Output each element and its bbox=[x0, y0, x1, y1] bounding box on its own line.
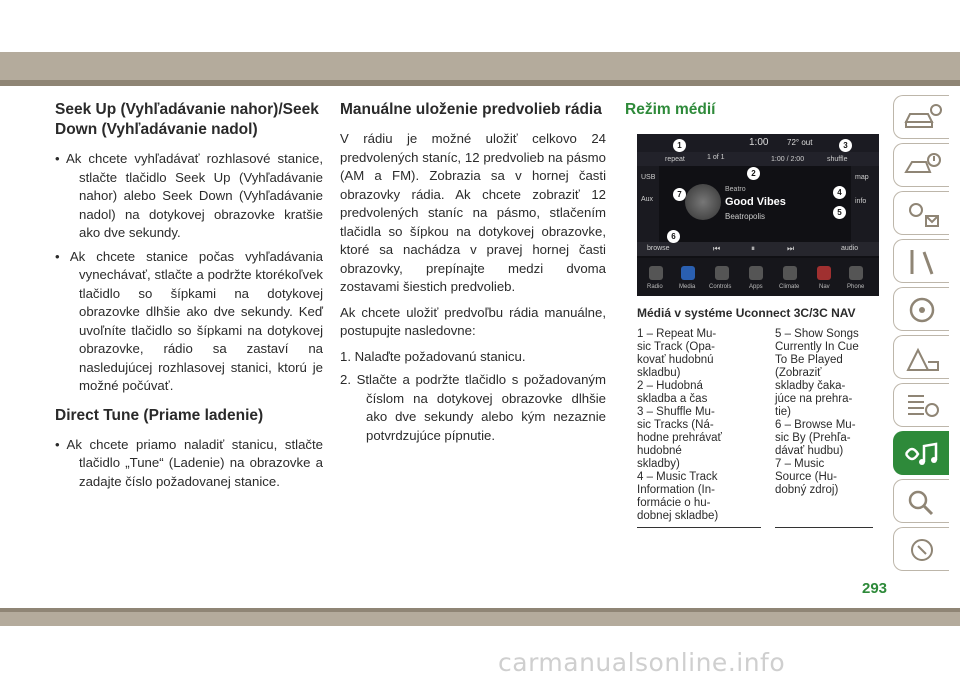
direct-tune-list bbox=[55, 436, 323, 492]
header-bar bbox=[0, 52, 960, 80]
callout-5: 5 bbox=[833, 206, 846, 219]
legend-line: skladby) bbox=[637, 458, 680, 470]
header-bar-dark bbox=[0, 80, 960, 86]
legend-line: sic Track (Opa- bbox=[637, 341, 715, 353]
legend-line: kovať hudobnú bbox=[637, 354, 714, 366]
legend-line: 6 – Browse Mu- bbox=[775, 419, 856, 431]
callout-6: 6 bbox=[667, 230, 680, 243]
tab-warnings[interactable] bbox=[893, 143, 949, 187]
legend-line: formácie o hu- bbox=[637, 497, 711, 509]
controls-icon bbox=[715, 266, 729, 280]
nav-label: Apps bbox=[749, 284, 763, 290]
tab-index[interactable] bbox=[893, 527, 949, 571]
list-item: • Ak chcete vyhľadávať rozhlasové stanice, stlačte tlačidlo Seek Up (Vyhľadávanie nahor) alebo Seek Down (Vyhľadávanie nadol) na dotykovej obrazovke kratšie ako dve sekundy. bbox=[55, 150, 323, 243]
nav-label: Radio bbox=[647, 284, 663, 290]
legend-line: skladba a čas bbox=[637, 393, 708, 405]
usb-label: USB bbox=[641, 174, 656, 181]
road-warning-icon bbox=[902, 342, 942, 374]
watermark: carmanualsonline.info bbox=[498, 648, 786, 677]
legend-line: sic Tracks (Ná- bbox=[637, 419, 714, 431]
phone-icon bbox=[849, 266, 863, 280]
legend-line: dávať hudbu) bbox=[775, 445, 844, 457]
search-icon bbox=[902, 486, 942, 518]
list-item: • Ak chcete stanice počas vyhľadávania vynechávať, stlačte a podržte ktorékoľvek tlačidlo so šípkami na dotykovej obrazovke dlhšie ako dve sekundy. Keď uvoľníte tlačidlo so šípkami na dotykovej obrazovke, rádio sa zastaví na nasledujúcej rozhlasovej stanici, ktorú je možné počúvať. bbox=[55, 248, 323, 396]
callout-4: 4 bbox=[833, 186, 846, 199]
callout-3: 3 bbox=[839, 139, 852, 152]
tools-icon bbox=[902, 246, 942, 278]
footer-bar bbox=[0, 612, 960, 626]
tab-emergency[interactable] bbox=[893, 335, 949, 379]
legend-line: hudobné bbox=[637, 445, 682, 457]
heading-seek: Seek Up (Vyhľadávanie nahor)/Seek Down (Vyhľadávanie nadol) bbox=[55, 101, 319, 138]
legend-line: júce na prehra- bbox=[775, 393, 853, 405]
radio-icon bbox=[649, 266, 663, 280]
tab-car-info[interactable] bbox=[893, 95, 949, 139]
legend-line: Currently In Cue bbox=[775, 341, 859, 353]
legend-line: 5 – Show Songs bbox=[775, 328, 859, 340]
callout-7: 7 bbox=[673, 188, 686, 201]
list-item: 2. Stlačte a podržte tlačidlo s požadovaným číslom na dotykovej obrazovke dlhšie ako dve sekundy alebo kým nezaznie potvrdzujúce pípnutie. bbox=[340, 372, 606, 443]
column-right bbox=[625, 100, 880, 528]
tab-search[interactable] bbox=[893, 479, 949, 523]
climate-icon bbox=[902, 198, 942, 230]
legend-line: 7 – Music bbox=[775, 458, 825, 470]
prev-icon: ⏮ bbox=[713, 244, 721, 253]
steps-list bbox=[340, 348, 606, 446]
aux-label: Aux bbox=[641, 196, 654, 203]
climate-icon bbox=[783, 266, 797, 280]
legend-line: 3 – Shuffle Mu- bbox=[637, 406, 715, 418]
multimedia-icon bbox=[902, 438, 942, 470]
legend-line: Information (In- bbox=[637, 484, 715, 496]
page-number: 293 bbox=[862, 580, 888, 597]
seek-list bbox=[55, 150, 323, 396]
tab-maintenance[interactable] bbox=[893, 383, 949, 427]
callout-2: 2 bbox=[747, 167, 760, 180]
album-name: Beatropolis bbox=[725, 212, 766, 221]
car-info-icon bbox=[902, 102, 942, 134]
legend-line: 2 – Hudobná bbox=[637, 380, 703, 392]
legend-column-right bbox=[775, 328, 873, 528]
legend-line: 1 – Repeat Mu- bbox=[637, 328, 717, 340]
legend-line: dobný zdroj) bbox=[775, 484, 839, 496]
legend-line: (Zobraziť bbox=[775, 367, 822, 379]
repeat-label: repeat bbox=[665, 156, 685, 163]
album-art bbox=[685, 184, 721, 220]
media-screen-figure bbox=[637, 134, 879, 296]
artist-name: Beatro bbox=[725, 186, 746, 193]
tab-multimedia[interactable] bbox=[893, 431, 949, 475]
settings-list-icon bbox=[902, 390, 942, 422]
nav-label: Climate bbox=[779, 284, 800, 290]
paragraph: Ak chcete uložiť predvoľbu rádia manuálne, postupujte nasledovne: bbox=[340, 304, 606, 338]
info-label: info bbox=[855, 198, 867, 205]
media-icon bbox=[681, 266, 695, 280]
figure-caption: Médiá v systéme Uconnect 3C/3C NAV bbox=[637, 306, 856, 320]
heading-presets: Manuálne uloženie predvolieb rádia bbox=[340, 101, 602, 118]
legend-line: 4 – Music Track bbox=[637, 471, 718, 483]
tab-tools[interactable] bbox=[893, 239, 949, 283]
track-count: 1 of 1 bbox=[707, 154, 725, 161]
clock: 1:00 bbox=[749, 137, 769, 148]
temperature: 72° out bbox=[787, 138, 813, 147]
chapter-tabs bbox=[893, 95, 953, 575]
legend-line: tie) bbox=[775, 406, 791, 418]
legend-line: sic By (Prehľa- bbox=[775, 432, 851, 444]
list-item: • Ak chcete priamo naladiť stanicu, stlačte tlačidlo „Tune“ (Ladenie) na obrazovke a zadajte číslo požadovanej stanice. bbox=[55, 436, 323, 492]
legend-column-left bbox=[637, 328, 761, 528]
index-icon bbox=[902, 534, 942, 566]
figure-legend bbox=[637, 328, 880, 528]
audio-label: audio bbox=[841, 245, 859, 252]
tab-climate[interactable] bbox=[893, 191, 949, 235]
nav-label: Media bbox=[679, 284, 696, 290]
nav-label: Controls bbox=[709, 284, 732, 290]
tab-driving[interactable] bbox=[893, 287, 949, 331]
callout-1: 1 bbox=[673, 139, 686, 152]
legend-line: To Be Played bbox=[775, 354, 843, 366]
legend-line: Source (Hu- bbox=[775, 471, 837, 483]
legend-line: dobnej skladbe) bbox=[637, 510, 719, 522]
nav-label: Nav bbox=[819, 284, 830, 290]
legend-line: hodne prehrávať bbox=[637, 432, 722, 444]
list-item: 1. Nalaďte požadovanú stanicu. bbox=[340, 348, 526, 364]
steering-icon bbox=[902, 294, 942, 326]
shuffle-label: shuffle bbox=[827, 156, 848, 163]
track-progress: 1:00 / 2:00 bbox=[771, 156, 805, 163]
pause-icon: ⏸ bbox=[751, 244, 755, 253]
heading-media-mode: Režim médií bbox=[625, 101, 716, 118]
apps-icon bbox=[749, 266, 763, 280]
song-title: Good Vibes bbox=[725, 196, 786, 208]
nav-icon bbox=[817, 266, 831, 280]
column-middle bbox=[340, 100, 606, 450]
nav-label: Phone bbox=[847, 284, 865, 290]
header-band bbox=[0, 0, 960, 52]
legend-line: skladbu) bbox=[637, 367, 681, 379]
column-left bbox=[55, 100, 323, 496]
next-icon: ⏭ bbox=[787, 244, 795, 253]
legend-line: skladby čaka- bbox=[775, 380, 846, 392]
heading-direct-tune: Direct Tune (Priame ladenie) bbox=[55, 406, 264, 424]
browse-label: browse bbox=[647, 245, 670, 252]
map-label: map bbox=[855, 174, 869, 181]
paragraph: V rádiu je možné uložiť celkovo 24 predvolených staníc, 12 predvolieb na pásmo (AM a FM). Zobrazia sa v hornej časti obrazovky rádia. Ak chcete zobraziť 12 predvolených staníc na pásmo, stlačením tlačidla so šípkou na dotykovej obrazovke, ktoré sa nachádza v pravej hornej časti obrazovky, prepínajte medzi dvoma zostavami šiestich predvolieb. bbox=[340, 131, 606, 294]
warning-icon bbox=[902, 150, 942, 182]
